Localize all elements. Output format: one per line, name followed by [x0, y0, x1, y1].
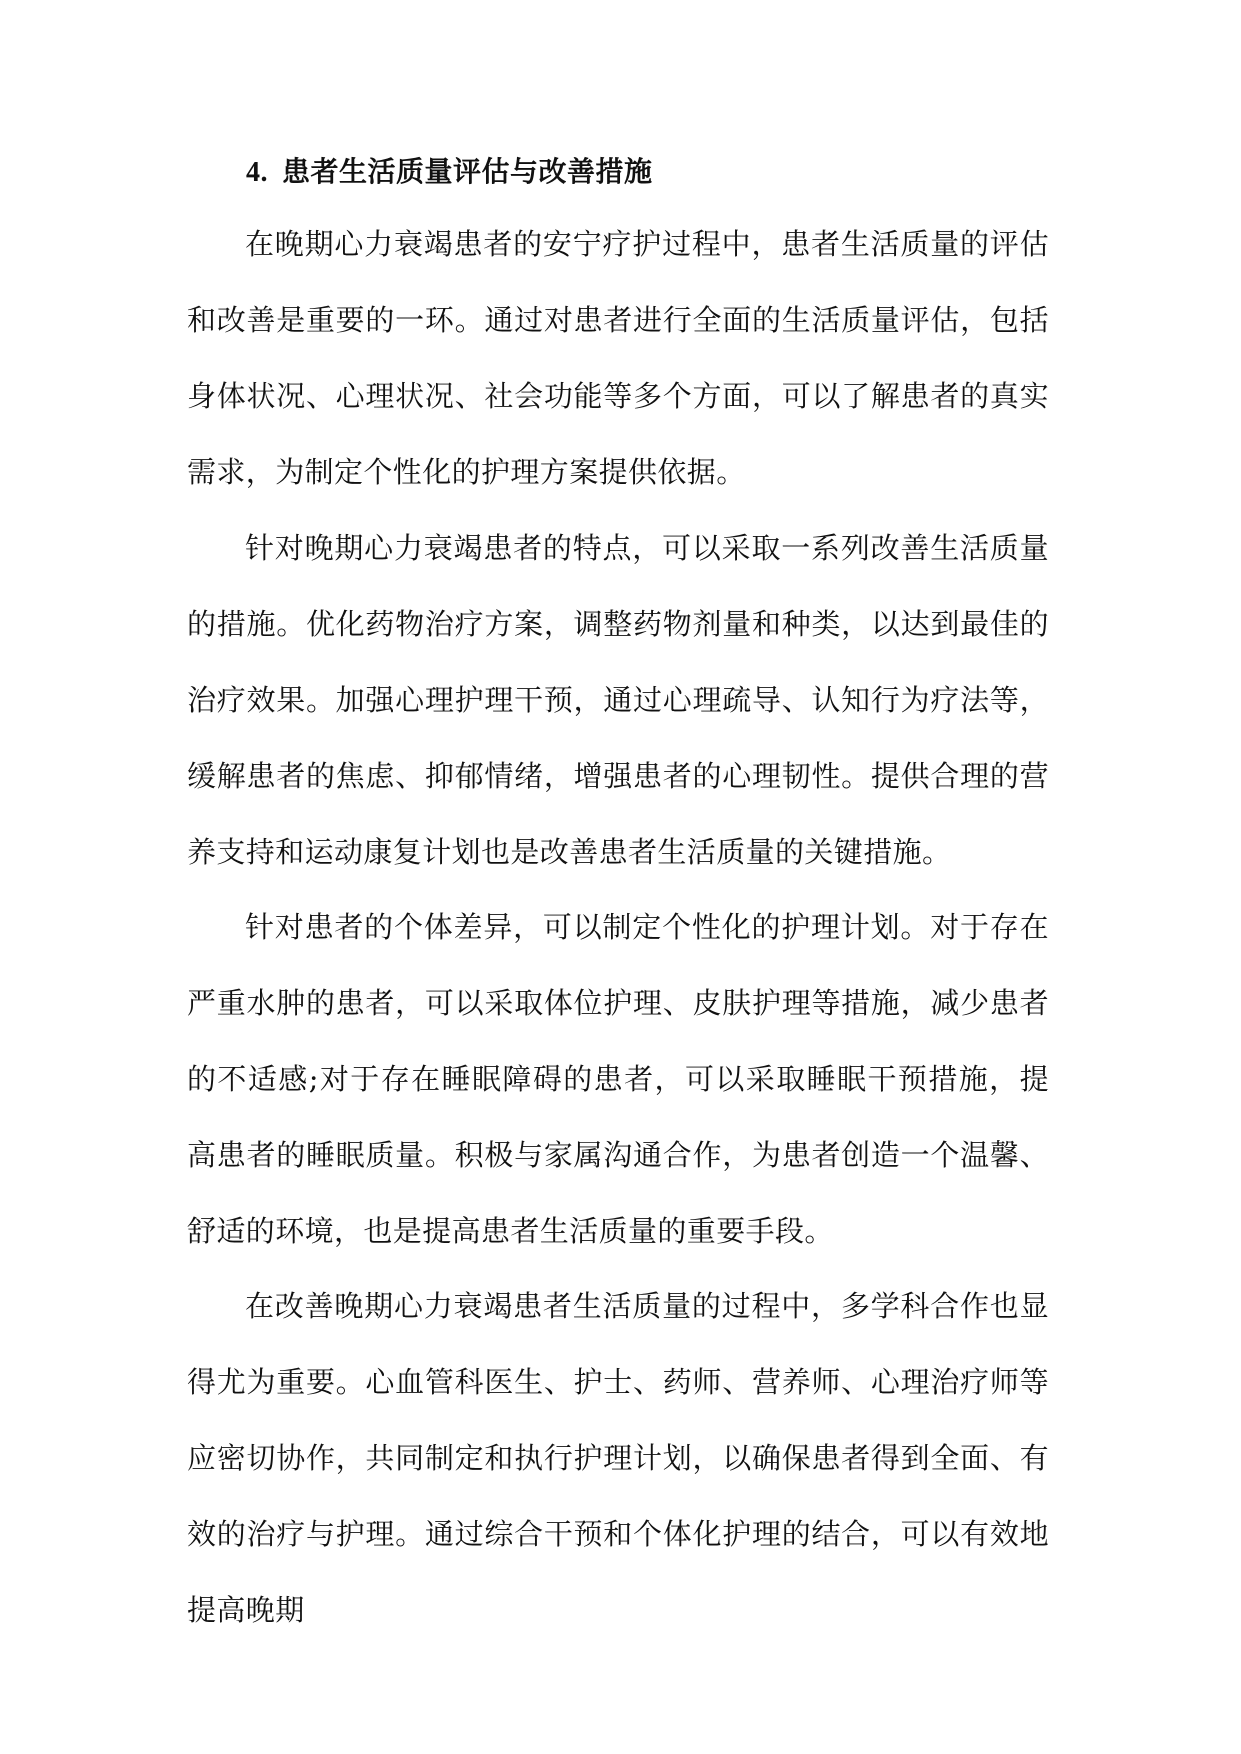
section-heading [246, 150, 653, 195]
paragraph-quality-assessment: 在晚期心力衰竭患者的安宁疗护过程中，患者生活质量的评估和改善是重要的一环。通过对患者进行全面的生活质量评估，包括身体状况、心理状况、社会功能等多个方面，可以了解患者的真实需求，为制定个性化的护理方案提供依据。 [187, 227, 1049, 489]
paragraph-improvement-measures: 针对晚期心力衰竭患者的特点，可以采取一系列改善生活质量的措施。优化药物治疗方案，调整药物剂量和种类，以达到最佳的治疗效果。加强心理护理干预，通过心理疏导、认知行为疗法等，缓解患者的焦虑、抑郁情绪，增强患者的心理韧性。提供合理的营养支持和运动康复计划也是改善患者生活质量的关键措施。 [187, 531, 1049, 869]
section-number: 4. [246, 157, 268, 188]
paragraph-individualized-care: 针对患者的个体差异，可以制定个性化的护理计划。对于存在严重水肿的患者，可以采取体位护理、皮肤护理等措施，减少患者的不适感;对于存在睡眠障碍的患者，可以采取睡眠干预措施，提高患者的睡眠质量。积极与家属沟通合作，为患者创造一个温馨、舒适的环境，也是提高患者生活质量的重要手段。 [187, 910, 1049, 1248]
section-title: 患者生活质量评估与改善措施 [282, 155, 653, 188]
paragraph-multidisciplinary: 在改善晚期心力衰竭患者生活质量的过程中，多学科合作也显得尤为重要。心血管科医生、护士、药师、营养师、心理治疗师等应密切协作，共同制定和执行护理计划，以确保患者得到全面、有效的治疗与护理。通过综合干预和个体化护理的结合，可以有效地提高晚期 [187, 1289, 1049, 1627]
